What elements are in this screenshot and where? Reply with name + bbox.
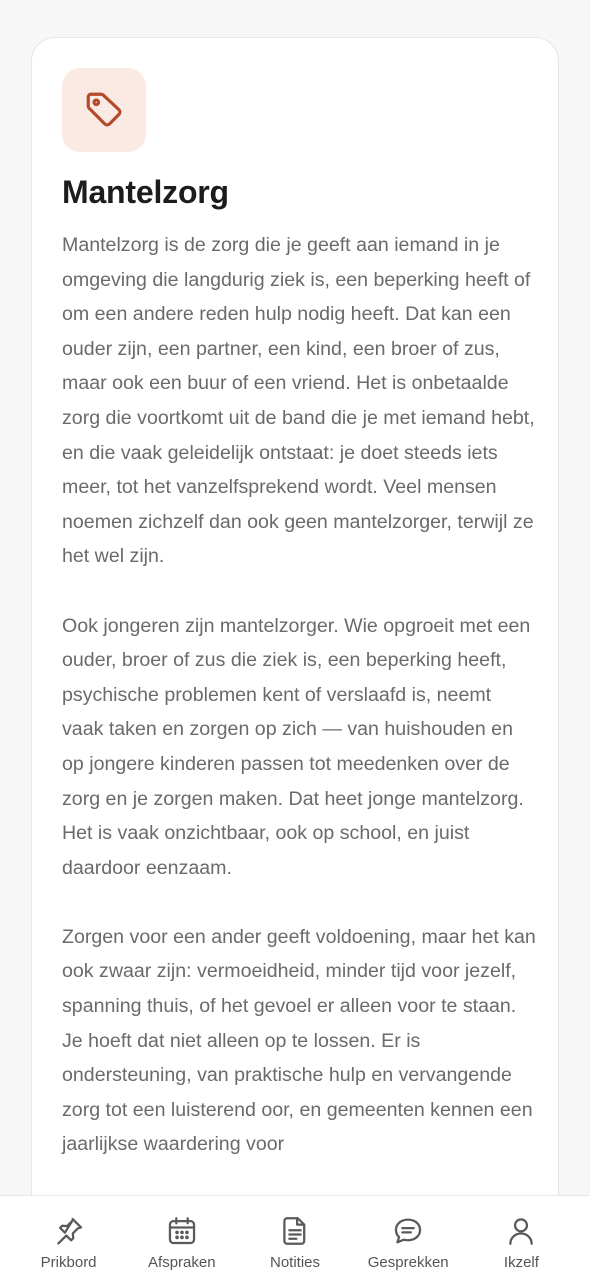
article-title: Mantelzorg: [62, 174, 229, 210]
bottom-tab-bar: [0, 1195, 590, 1279]
tab-ikzelf[interactable]: [465, 1196, 578, 1279]
tab-label: Prikbord: [40, 1254, 97, 1271]
article-body: [62, 228, 537, 1197]
article-paragraph: Mantelzorg is de zorg die je geeft aan iemand in je omgeving die langdurig ziek is, een beperking heeft of om een andere reden hulp nodig heeft. Dat kan een ouder zijn, een partner, een kind, een broer of zus, maar ook een buur of een vriend. Het is onbetaalde zorg die voortkomt uit de band die je met iemand hebt, en die vaak geleidelijk ontstaat: je doet steeds iets meer, tot het vanzelfsprekend wordt. Veel mensen noemen zichzelf dan ook geen mantelzorger, terwijl ze het wel zijn.: [62, 234, 535, 568]
tab-label: Gesprekken: [367, 1254, 449, 1271]
category-icon-tile: [62, 68, 146, 152]
chat-bubble-icon: [391, 1214, 425, 1248]
person-icon: [504, 1214, 538, 1248]
pin-icon: [52, 1214, 86, 1248]
tab-afspraken[interactable]: [125, 1196, 238, 1279]
document-icon: [278, 1214, 312, 1248]
tab-notities[interactable]: [238, 1196, 351, 1279]
tab-label: Ikzelf: [503, 1254, 539, 1271]
article-paragraph: Ook jongeren zijn mantelzorger. Wie opgroeit met een ouder, broer of zus die ziek is, een beperking heeft, psychische problemen kent of verslaafd is, neemt vaak taken en zorgen op zich — van huishouden en op jongere kinderen passen tot meedenken over de zorg en je zorgen maken. Dat heet jonge mantelzorg. Het is vaak onzichtbaar, ook op school, en juist daardoor eenzaam.: [62, 614, 531, 879]
tab-label: Notities: [269, 1254, 321, 1271]
tab-label: Afspraken: [148, 1254, 216, 1271]
tab-gesprekken[interactable]: [352, 1196, 465, 1279]
tab-prikbord[interactable]: [12, 1196, 125, 1279]
tag-icon: [83, 89, 125, 131]
calendar-icon: [165, 1214, 199, 1248]
article-paragraph: Zorgen voor een ander geeft voldoening, maar het kan ook zwaar zijn: vermoeidheid, minder tijd voor jezelf, spanning thuis, of het gevoel er alleen voor te staan. Je hoeft dat niet alleen op te lossen. Er is ondersteuning, van praktische hulp en vervangende zorg tot een luisterend oor, en gemeenten kennen een jaarlijkse waardering voor: [62, 925, 536, 1156]
article-card: [31, 37, 559, 1279]
